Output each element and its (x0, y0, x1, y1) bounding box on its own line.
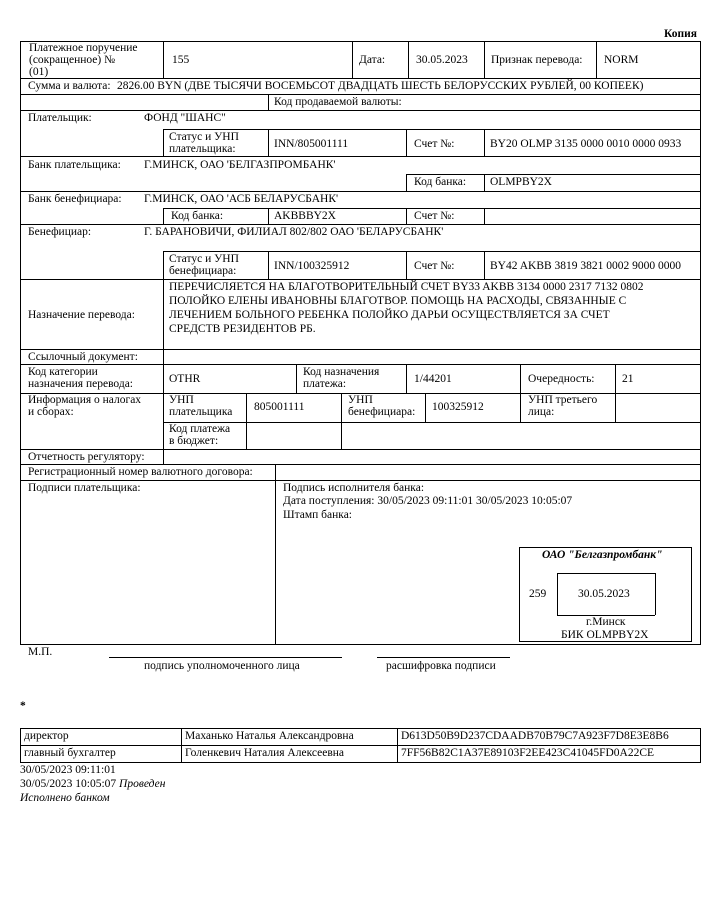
signer-hash: D613D50B9D237CDAADB70B79C7A923F7D8E3E8B6 (401, 730, 669, 742)
category-label-l1: Код категории (28, 366, 98, 378)
decode-signature-caption: расшифровка подписи (386, 660, 496, 672)
priority-value: 21 (622, 373, 634, 385)
amount-label: Сумма и валюта: (28, 80, 111, 92)
tax-ben-unp: 100325912 (432, 401, 484, 413)
payer-signatures-label: Подписи плательщика: (28, 482, 141, 494)
purpose-code: 1/44201 (414, 373, 452, 385)
doc-number: 155 (172, 54, 190, 66)
payer-status-l1: Статус и УНП (169, 131, 239, 143)
payer-name: ФОНД "ШАНС" (144, 112, 226, 124)
tax-ben-unp-l1: УНП (348, 394, 373, 406)
received-line (283, 495, 572, 508)
payer-bank-code-label: Код банка: (414, 176, 467, 188)
signer-role: директор (24, 730, 69, 742)
ben-status-l2: бенефициара: (169, 265, 237, 277)
purpose-line3: ЛЕЧЕНИЕМ БОЛЬНОГО РЕБЕНКА ПОЛОЙКО ДАРЬИ ОСУЩЕСТВЛЯЕТСЯ ЗА СЧЕТ (169, 309, 610, 321)
priority-label: Очередность: (528, 373, 595, 385)
transfer-sign: NORM (604, 54, 639, 66)
ben-account-label: Счет №: (414, 260, 455, 272)
payer-label: Плательщик: (28, 112, 92, 124)
bank-signer-label: Подпись исполнителя банка: (283, 482, 425, 494)
signer-name: Маханько Наталья Александровна (185, 730, 354, 742)
received-value: 30/05/2023 09:11:01 30/05/2023 10:05:07 (377, 495, 573, 507)
purpose-line2: ПОЛОЙКО ЕЛЕНЫ ИВАНОВНЫ БЛАГОТВОР. ПОМОЩЬ НА РАСХОДЫ, СВЯЗАННЫЕ С (169, 295, 627, 307)
budget-code-l1: Код платежа (169, 423, 231, 435)
ben-bank-code: AKBBBY2X (274, 210, 336, 222)
stamp-date: 30.05.2023 (578, 588, 630, 600)
regulator-label: Отчетность регулятору: (28, 451, 145, 463)
tax-third-unp-l2: лица: (528, 406, 555, 418)
payer-account: BY20 OLMP 3135 0000 0010 0000 0933 (490, 138, 682, 150)
beneficiary-label: Бенефициар: (28, 226, 92, 238)
ben-unp: INN/100325912 (274, 260, 350, 272)
purpose-label: Назначение перевода: (28, 309, 135, 321)
payer-account-label: Счет №: (414, 138, 455, 150)
log-line-2 (20, 778, 165, 791)
sold-currency-label: Код продаваемой валюты: (274, 96, 402, 108)
ben-bank-account-label: Счет №: (414, 210, 455, 222)
executed-by-bank: Исполнено банком (20, 792, 110, 804)
stamp-city: г.Минск (586, 616, 626, 628)
stamp-bank-name: ОАО "Белгазпромбанк" (542, 549, 663, 561)
stamp-bic: БИК OLMPBY2X (561, 629, 649, 641)
taxes-label-l1: Информация о налогах (28, 394, 142, 406)
log-time-1: 30/05/2023 09:11:01 (20, 764, 116, 776)
contract-label: Регистрационный номер валютного договора: (28, 466, 253, 478)
purpose-line1: ПЕРЕЧИСЛЯЕТСЯ НА БЛАГОТВОРИТЕЛЬНЫЙ СЧЕТ BY33 AKBB 3134 0000 2317 7132 0802 (169, 281, 644, 293)
transfer-sign-label: Признак перевода: (491, 54, 583, 66)
copy-label: Копия (664, 28, 697, 40)
authorized-signature-caption: подпись уполномоченного лица (144, 660, 300, 672)
tax-ben-unp-l2: бенефициара: (348, 406, 416, 418)
doc-date: 30.05.2023 (416, 54, 468, 66)
payer-bank-name: Г.МИНСК, ОАО 'БЕЛГАЗПРОМБАНК' (144, 159, 336, 171)
doc-title-line3: (01) (29, 66, 49, 78)
signer-role: главный бухгалтер (24, 747, 116, 759)
beneficiary-name: Г. БАРАНОВИЧИ, ФИЛИАЛ 802/802 ОАО 'БЕЛАРУСБАНК' (144, 226, 444, 238)
tax-payer-unp: 805001111 (254, 401, 305, 413)
ben-bank-name: Г.МИНСК, ОАО 'АСБ БЕЛАРУСБАНК' (144, 193, 339, 205)
log-time-2: 30/05/2023 10:05:07 (20, 778, 117, 790)
ben-bank-code-label: Код банка: (171, 210, 224, 222)
ben-account: BY42 AKBB 3819 3821 0002 9000 0000 (490, 260, 682, 272)
amount-value: 2826.00 BYN (ДВЕ ТЫСЯЧИ ВОСЕМЬСОТ ДВАДЦАТЬ ШЕСТЬ БЕЛОРУССКИХ РУБЛЕЙ, 00 КОПЕЕК) (117, 80, 644, 92)
payer-bank-code: OLMPBY2X (490, 176, 552, 188)
purpose-code-label-l1: Код назначения (303, 366, 380, 378)
asterisk-mark: * (20, 700, 26, 712)
category-value: OTHR (169, 373, 201, 385)
signer-hash: 7FF56B82C1A37E89103F2EE423C41045FD0A22CE (401, 747, 655, 759)
ref-doc-label: Ссылочный документ: (28, 351, 138, 363)
mp-label: М.П. (28, 646, 53, 658)
ben-bank-label: Банк бенефициара: (28, 193, 122, 205)
tax-payer-unp-l1: УНП (169, 394, 194, 406)
date-label: Дата: (359, 54, 386, 66)
doc-title-line2: (сокращенное) № (29, 54, 116, 66)
ben-status-l1: Статус и УНП (169, 253, 239, 265)
stamp-number: 259 (529, 588, 547, 600)
tax-third-unp-l1: УНП третьего (528, 394, 598, 406)
payer-bank-label: Банк плательщика: (28, 159, 121, 171)
purpose-code-label-l2: платежа: (303, 378, 347, 390)
budget-code-l2: в бюджет: (169, 435, 219, 447)
category-label-l2: назначения перевода: (28, 378, 133, 390)
tax-payer-unp-l2: плательщика (169, 406, 233, 418)
payer-unp: INN/805001111 (274, 138, 349, 150)
signer-name: Голенкевич Наталия Алексеевна (185, 747, 345, 759)
received-label: Дата поступления: (283, 495, 375, 507)
log-status: Проведен (119, 778, 166, 790)
doc-title-line1: Платежное поручение (29, 42, 138, 54)
payer-status-l2: плательщика: (169, 143, 236, 155)
stamp-label: Штамп банка: (283, 509, 352, 521)
purpose-line4: СРЕДСТВ РЕЗИДЕНТОВ РБ. (169, 323, 316, 335)
taxes-label-l2: и сборах: (28, 406, 74, 418)
